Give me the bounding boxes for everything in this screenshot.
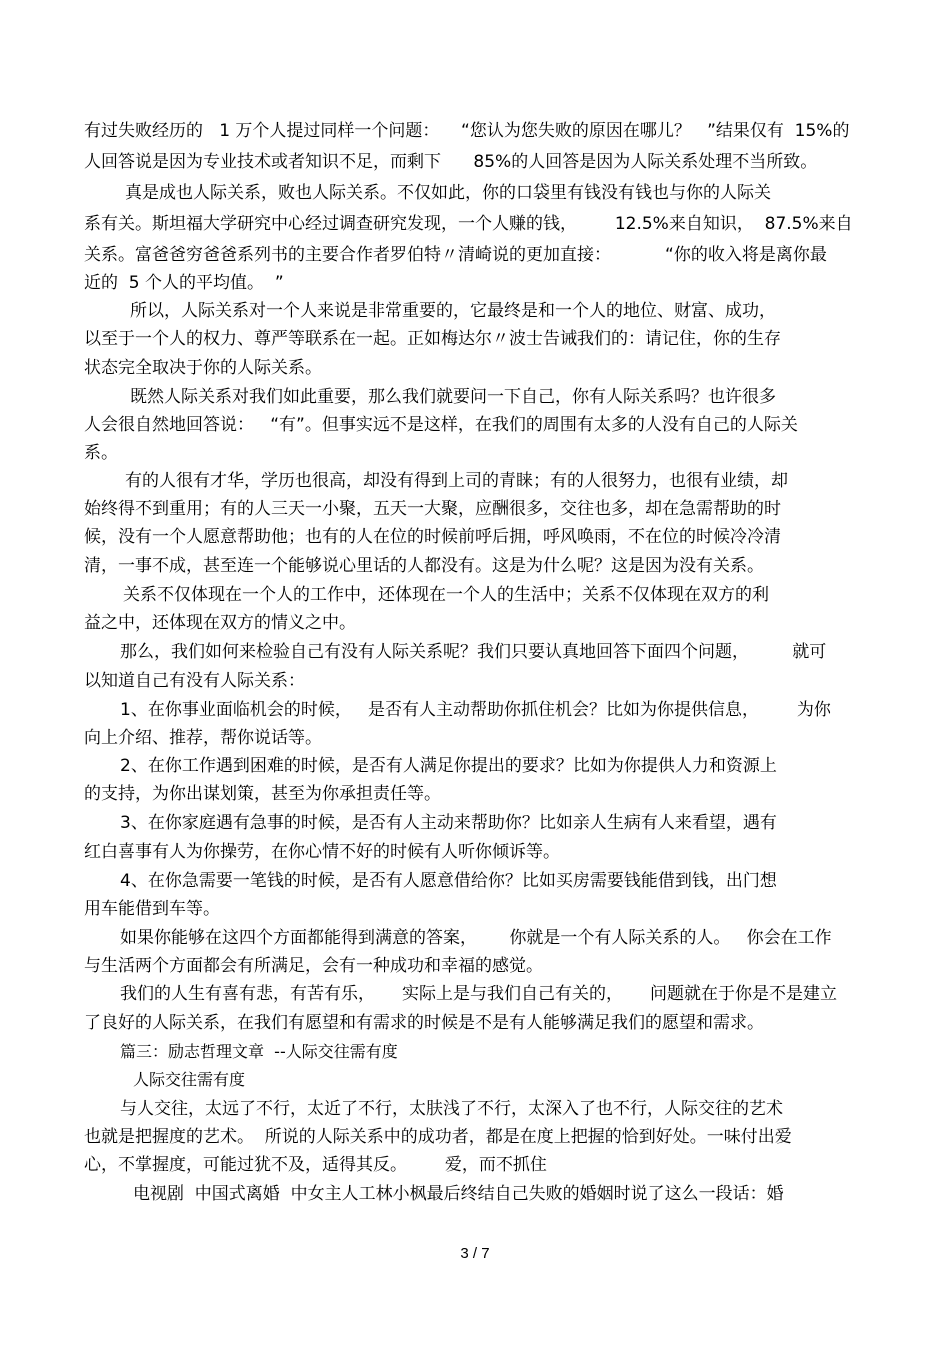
text-line: 所以，人际关系对一个人来说是非常重要的，它最终是和一个人的地位、财富、成功， xyxy=(130,301,776,321)
text-line: 有的人很有才华，学历也很高，却没有得到上司的青睐；有的人很努力，也很有业绩，却 xyxy=(125,471,788,491)
text-line: 真是成也人际关系，败也人际关系。不仅如此，你的口袋里有钱没有钱也与你的人际关 xyxy=(125,183,771,203)
text-line: 始终得不到重用；有的人三天一小聚，五天一大聚，应酬很多，交往也多，却在急需帮助的时 xyxy=(84,499,781,519)
text-line: 关系。富爸爸穷爸爸系列书的主要合作者罗伯特〃清崎说的更加直接： “你的收入将是离你最 xyxy=(84,245,827,265)
text-line: 状态完全取决于你的人际关系。 xyxy=(84,358,322,378)
text-line: 清，一事不成，甚至连一个能够说心里话的人都没有。这是为什么呢？这是因为没有关系。 xyxy=(84,556,764,576)
text-line: 人回答说是因为专业技术或者知识不足，而剩下 85%的人回答是因为人际关系处理不当所致。 xyxy=(84,152,818,172)
text-line: 了良好的人际关系，在我们有愿望和有需求的时候是不是有人能够满足我们的愿望和需求。 xyxy=(84,1013,764,1033)
text-line: 候，没有一个人愿意帮助他；也有的人在位的时候前呼后拥，呼风唤雨，不在位的时候冷冷清 xyxy=(84,527,781,547)
page-number: 3 / 7 xyxy=(460,1245,490,1262)
text-line: 向上介绍、推荐，帮你说话等。 xyxy=(84,728,322,748)
text-line: 系。 xyxy=(84,443,118,463)
text-line: 红白喜事有人为你操劳，在你心情不好的时候有人听你倾诉等。 xyxy=(84,842,560,862)
text-line: 与人交往，太远了不行，太近了不行，太肤浅了不行，太深入了也不行，人际交往的艺术 xyxy=(120,1099,783,1119)
text-line: 有过失败经历的 1 万个人提过同样一个问题： “您认为您失败的原因在哪儿？ ”结果仅有 15%的 xyxy=(84,121,850,141)
text-line: 电视剧 中国式离婚 中女主人工林小枫最后终结自己失败的婚姻时说了这么一段话：婚 xyxy=(133,1184,784,1204)
text-line: 4、在你急需要一笔钱的时候，是否有人愿意借给你？比如买房需要钱能借到钱，出门想 xyxy=(120,871,777,891)
section-heading: 篇三：励志哲理文章 --人际交往需有度 xyxy=(120,1042,398,1061)
text-line: 1、在你事业面临机会的时候， 是否有人主动帮助你抓住机会？比如为你提供信息， 为你 xyxy=(120,700,831,720)
article-title: 人际交往需有度 xyxy=(133,1070,246,1089)
text-line: 用车能借到车等。 xyxy=(84,899,220,919)
text-line: 我们的人生有喜有悲，有苦有乐， 实际上是与我们自己有关的， 问题就在于你是不是建立 xyxy=(120,984,838,1004)
text-line: 近的 5 个人的平均值。 ” xyxy=(84,273,284,293)
text-line: 的支持，为你出谋划策，甚至为你承担责任等。 xyxy=(84,784,441,804)
text-line: 也就是把握度的艺术。 所说的人际关系中的成功者，都是在度上把握的恰到好处。一味付出爱 xyxy=(84,1127,792,1147)
text-line: 以至于一个人的权力、尊严等联系在一起。正如梅达尔〃波士告诫我们的：请记住，你的生存 xyxy=(84,329,781,349)
text-line: 那么，我们如何来检验自己有没有人际关系呢？我们只要认真地回答下面四个问题， 就可 xyxy=(120,642,827,662)
text-line: 人会很自然地回答说： “有”。但事实远不是这样，在我们的周围有太多的人没有自己的人际关 xyxy=(84,415,798,435)
text-line: 益之中，还体现在双方的情义之中。 xyxy=(84,613,356,633)
text-line: 如果你能够在这四个方面都能得到满意的答案， 你就是一个有人际关系的人。 你会在工作 xyxy=(120,928,832,948)
text-line: 关系不仅体现在一个人的工作中，还体现在一个人的生活中；关系不仅体现在双方的利 xyxy=(123,585,769,605)
text-line: 既然人际关系对我们如此重要，那么我们就要问一下自己，你有人际关系吗？也许很多 xyxy=(130,387,776,407)
text-line: 与生活两个方面都会有所满足，会有一种成功和幸福的感觉。 xyxy=(84,956,543,976)
text-line: 2、在你工作遇到困难的时候，是否有人满足你提出的要求？比如为你提供人力和资源上 xyxy=(120,756,777,776)
text-line: 3、在你家庭遇有急事的时候，是否有人主动来帮助你？比如亲人生病有人来看望，遇有 xyxy=(120,813,777,833)
text-line: 系有关。斯坦福大学研究中心经过调查研究发现，一个人赚的钱， 12.5%来自知识， 87.5%来自 xyxy=(84,214,853,234)
text-line: 心，不掌握度，可能过犹不及，适得其反。 爱，而不抓住 xyxy=(84,1155,547,1175)
text-line: 以知道自己有没有人际关系： xyxy=(84,671,305,691)
